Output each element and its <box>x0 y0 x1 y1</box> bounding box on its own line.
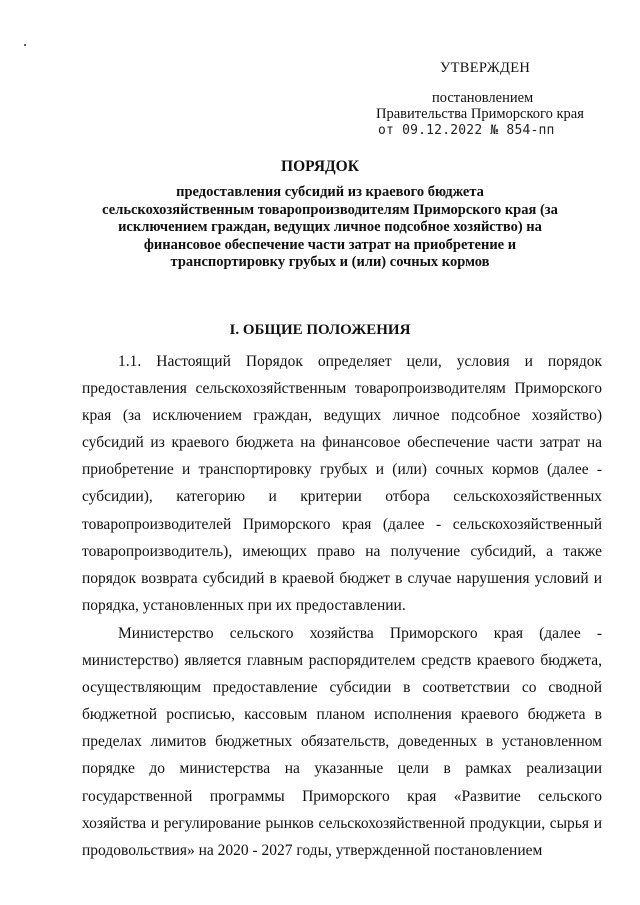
section-heading: I. ОБЩИЕ ПОЛОЖЕНИЯ <box>229 322 411 338</box>
paragraph-1-1: 1.1. Настоящий Порядок определяет цели, условия и порядок предоставления сельскохозяйственным товаропроизводителям Приморского края (за исключением граждан, ведущих личное подсобное хозяйство) субсидий из краевого бюджета на финансовое обеспечение части затрат на приобретение и транспортировку грубых и (или) сочных кормов (далее - субсидии), категорию и критерии отбора сельскохозяйственных товаропроизводителей Приморского края (далее - сельскохозяйственный товаропроизводитель), имеющих право на получение субсидий, а также порядок возврата субсидий в краевой бюджет в случае нарушения условий и порядка, установленных при их предоставлении. <box>82 353 602 614</box>
document-subtitle: предоставления субсидий из краевого бюджета сельскохозяйственным товаропроизводителям Приморского края (за исключением граждан, ведущих личное подсобное хозяйство) на финансовое обеспечение части затрат на приобретение и транспортировку грубых и (или) сочных кормов <box>102 184 558 270</box>
document-title: ПОРЯДОК <box>281 158 359 175</box>
decree-date: от 09.12.2022 № 854-пп <box>378 123 555 138</box>
decree-line-2: Правительства Приморского края <box>376 106 584 122</box>
scan-speck <box>24 44 26 46</box>
paragraph-ministry: Министерство сельского хозяйства Приморского края (далее - министерство) является главным распорядителем средств краевого бюджета, осуществляющим предоставление субсидии в соответствии со сводной бюджетной росписью, кассовым планом исполнения краевого бюджета в пределах лимитов бюджетных обязательств, доведенных в установленном порядке до министерства на указанные цели в рамках реализации государственной программы Приморского края «Развитие сельского хозяйства и регулирование рынков сельскохозяйственной продукции, сырья и продовольствия» на 2020 - 2027 годы, утвержденной постановлением <box>82 624 602 859</box>
decree-line-1: постановлением <box>432 90 534 106</box>
body-text <box>82 348 602 864</box>
approved-stamp-text: УТВЕРЖДЕН <box>440 60 531 76</box>
